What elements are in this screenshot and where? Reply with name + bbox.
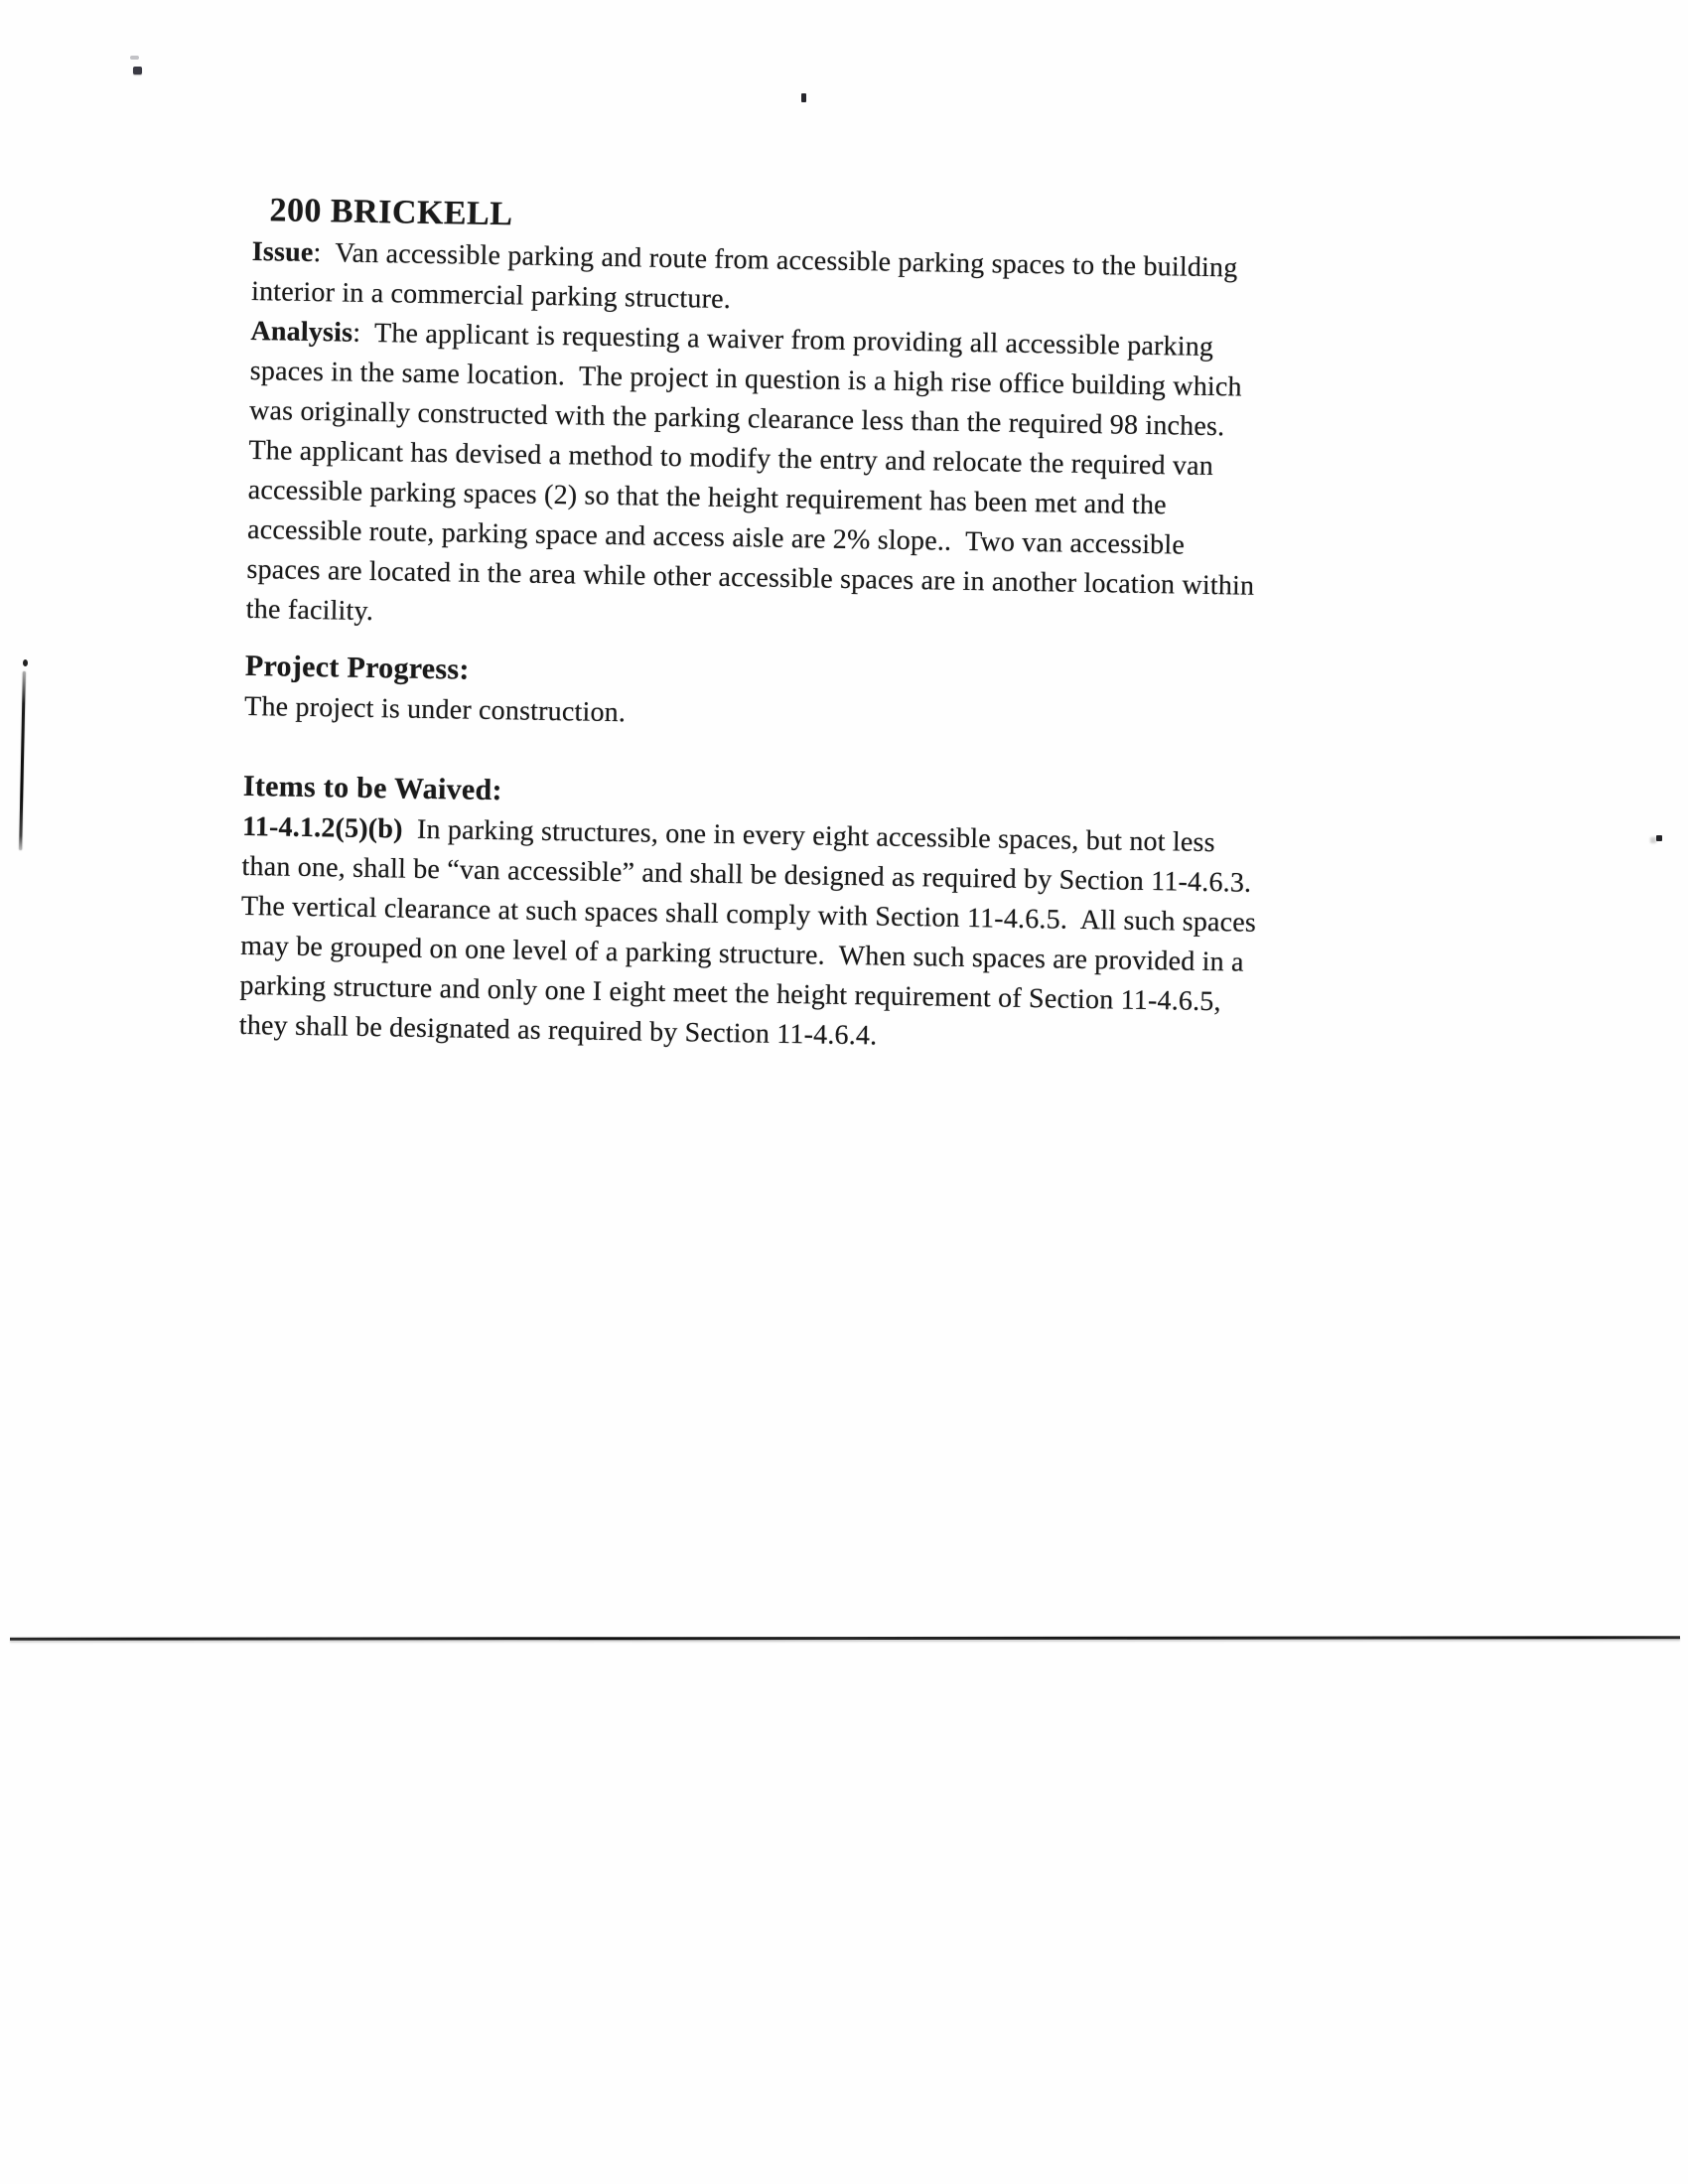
scan-speck [1656,835,1662,841]
project-progress-heading: Project Progress: [244,649,470,686]
items-to-be-waived-heading: Items to be Waived: [242,769,503,807]
analysis-text: : The applicant is requesting a waiver from providing all accessible parking spaces in the same location. The project in question is a high rise office building which was originally constructed with the parking clearance less than the required 98 inches. The applicant has devised a method to modify the entry and relocate the required van accessible parking spaces (2) so that the height requirement has been met and the accessible route, parking space and access aisle are 2% slope.. Two van accessible spaces are located in the area while other accessible spaces are in another location within the facility. [245,317,1255,628]
document-text-block [239,0,1527,1067]
horizontal-divider-line [10,1636,1680,1640]
waived-item-paragraph [239,807,1514,1067]
analysis-label: Analysis [250,315,353,349]
project-progress-body: The project is under construction. [243,690,627,729]
page-title: 200 BRICKELL [269,192,513,233]
waived-item-code: 11-4.1.2(5)(b) [241,810,403,845]
scan-speck [130,56,139,60]
scan-speck [801,93,806,102]
scan-artifact-dot [23,659,28,666]
issue-label: Issue [251,235,314,268]
scan-artifact-vertical-line [19,671,26,850]
scan-speck [133,67,142,74]
issue-text: : Van accessible parking and route from accessible parking spaces to the building interior in a commercial parking structure. [250,236,1238,315]
waived-item-text: In parking structures, one in every eight accessible spaces, but not less than one, shall be “van accessible” and shall be designed as required by Section 11-4.6.3. The vertical clearance at such spaces shall comply with Section 11-4.6.5. All such spaces may be grouped on one level of a parking structure. When such spaces are provided in a parking structure and only one I eight meet the height requirement of Section 11-4.6.5, they shall be designated as required by Section 11-4.6.4. [238,813,1257,1052]
analysis-paragraph [245,312,1521,651]
